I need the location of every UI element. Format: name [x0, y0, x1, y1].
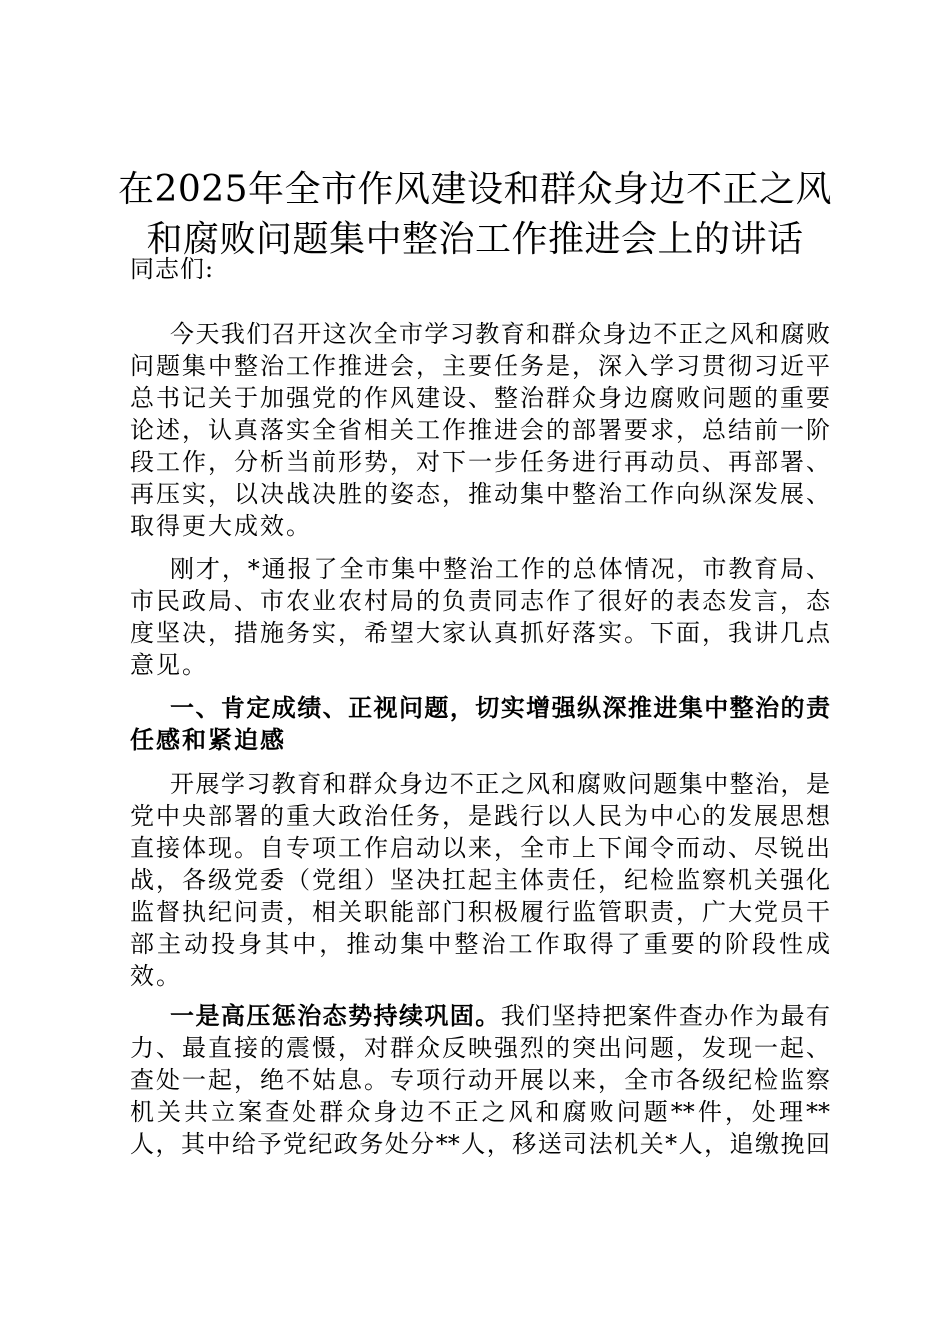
paragraph-line: 开展学习教育和群众身边不正之风和腐败问题集中整治，是	[170, 770, 830, 798]
paragraph-line: 再压实，以决战决胜的姿态，推动集中整治工作向纵深发展、	[130, 480, 830, 508]
paragraph-line: 党中央部署的重大政治任务，是践行以人民为中心的发展思想	[130, 802, 830, 830]
document-title	[110, 165, 840, 265]
paragraph-line: 查处一起，绝不姑息。专项行动开展以来，全市各级纪检监察	[130, 1066, 830, 1094]
paragraph-briefing	[130, 553, 830, 681]
paragraph-line: 直接体现。自专项工作启动以来，全市上下闻令而动、尽锐出	[130, 834, 830, 862]
paragraph-line	[130, 1000, 830, 1032]
paragraph-line: 效。	[130, 962, 182, 990]
paragraph-line: 人，其中给予党纪政务处分**人，移送司法机关*人，追缴挽回	[130, 1130, 830, 1158]
heading-line: 一、肯定成绩、正视问题，切实增强纵深推进集中整治的责	[170, 694, 830, 722]
paragraph-lead: 一是高压惩治态势持续巩固。	[170, 1002, 501, 1030]
paragraph-opening	[130, 318, 830, 542]
paragraph-line: 取得更大成效。	[130, 512, 312, 540]
paragraph-punishment	[130, 1000, 830, 1160]
paragraph-line: 机关共立案查处群众身边不正之风和腐败问题**件，处理**	[130, 1098, 830, 1126]
salutation: 同志们:	[130, 255, 215, 283]
paragraph-lead-rest: 我们坚持把案件查办作为最有	[500, 1002, 831, 1030]
section-heading-1	[130, 692, 830, 756]
paragraph-line: 市民政局、市农业农村局的负责同志作了很好的表态发言，态	[130, 587, 830, 615]
title-line-1: 在2025年全市作风建设和群众身边不正之风	[117, 169, 833, 210]
paragraph-line: 部主动投身其中，推动集中整治工作取得了重要的阶段性成	[130, 930, 830, 958]
paragraph-line: 意见。	[130, 651, 208, 679]
paragraph-line: 问题集中整治工作推进会，主要任务是，深入学习贯彻习近平	[130, 352, 830, 380]
paragraph-line: 监督执纪问责，相关职能部门积极履行监管职责，广大党员干	[130, 898, 830, 926]
heading-line: 任感和紧迫感	[130, 726, 286, 754]
paragraph-line: 论述，认真落实全省相关工作推进会的部署要求，总结前一阶	[130, 416, 830, 444]
title-line-2: 和腐败问题集中整治工作推进会上的讲话	[146, 219, 804, 260]
paragraph-line: 战，各级党委（党组）坚决扛起主体责任，纪检监察机关强化	[130, 866, 830, 894]
paragraph-line: 总书记关于加强党的作风建设、整治群众身边腐败问题的重要	[130, 384, 830, 412]
paragraph-line: 力、最直接的震慑，对群众反映强烈的突出问题，发现一起、	[130, 1034, 830, 1062]
paragraph-line: 段工作，分析当前形势，对下一步任务进行再动员、再部署、	[130, 448, 830, 476]
paragraph-line: 度坚决，措施务实，希望大家认真抓好落实。下面，我讲几点	[130, 619, 830, 647]
paragraph-line: 今天我们召开这次全市学习教育和群众身边不正之风和腐败	[170, 320, 830, 348]
paragraph-achievements	[130, 768, 830, 992]
paragraph-line: 刚才，*通报了全市集中整治工作的总体情况，市教育局、	[170, 555, 830, 583]
